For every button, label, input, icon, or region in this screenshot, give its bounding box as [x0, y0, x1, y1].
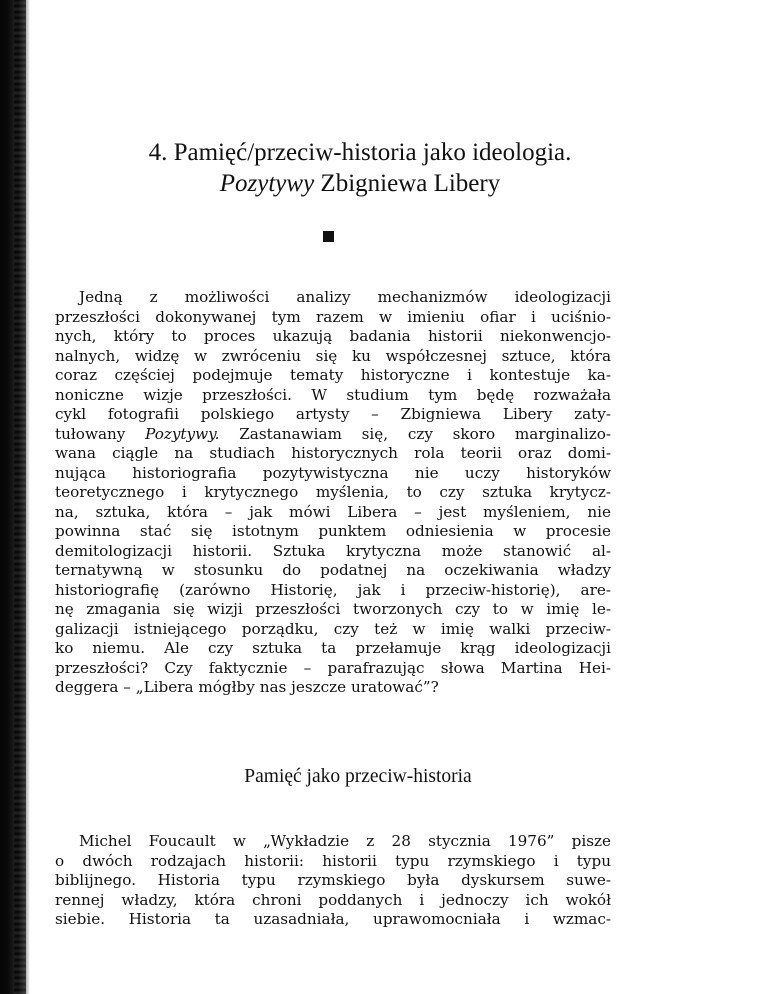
paragraph-line: nująca historiografia pozytywistyczna nie uczy historyków — [55, 463, 611, 482]
paragraph-line: na, sztuka, która – jak mówi Libera – jest myśleniem, nie — [55, 502, 611, 521]
paragraph-line: teoretycznego i krytycznego myślenia, to czy sztuka krytycz- — [55, 483, 611, 501]
chapter-title — [80, 137, 640, 199]
paragraph-line: nę zmagania się wizji przeszłości tworzonych czy to w imię le- — [55, 600, 611, 618]
paragraph-2 — [55, 832, 611, 930]
paragraph-line: przeszłości? Czy faktycznie – parafrazując słowa Martina Hei- — [55, 658, 611, 677]
chapter-title-italic: Pozytywy — [219, 170, 315, 197]
paragraph-line-rest: Zastanawiam się, czy skoro marginalizo- — [219, 424, 611, 443]
scan-binding-edge — [0, 0, 30, 994]
paragraph-line: deggera – „Libera mógłby nas jeszcze uratować”? — [55, 678, 439, 696]
paragraph-line: Jedną z możliwości analizy mechanizmów ideologizacji — [79, 288, 611, 306]
paragraph-line: nalnych, widzę w zwróceniu się ku współczesnej sztuce, która — [55, 346, 611, 365]
paragraph-line: galizacji istniejącego porządku, czy też w imię walki przeciw- — [55, 619, 611, 638]
paragraph-line: cykl fotografii polskiego artysty – Zbigniewa Libery zaty- — [55, 405, 611, 423]
paragraph-line-mixed — [55, 425, 611, 445]
italic-title-pozytywy: Pozytywy. — [145, 424, 220, 443]
paragraph-line: siebie. Historia ta uzasadniała, uprawomocniała i wzmac- — [55, 910, 611, 928]
paragraph-line: ternatywną w stosunku do podatnej na oczekiwania władzy — [55, 561, 611, 579]
section-ornament-square — [323, 231, 334, 242]
paragraph-line: powinna stać się istotnym punktem odniesienia w procesie — [55, 522, 611, 540]
paragraph-line: coraz częściej podejmuje tematy historyczne i kontestuje ka- — [55, 366, 611, 384]
paragraph-line-start: tułowany — [55, 424, 146, 443]
paragraph-line: rennej władzy, która chroni poddanych i jednoczy ich wokół — [55, 890, 611, 909]
section-heading: Pamięć jako przeciw-historia — [244, 766, 472, 787]
paragraph-line: nych, który to proces ukazują badania historii niekonwencjo- — [55, 327, 611, 345]
paragraph-line: o dwóch rodzajach historii: historii typu rzymskiego i typu — [55, 851, 611, 870]
paragraph-1 — [55, 288, 611, 698]
chapter-title-line-2 — [80, 168, 640, 199]
chapter-title-line-1: 4. Pamięć/przeciw-historia jako ideologia. — [148, 139, 572, 166]
paragraph-line: ko niemu. Ale czy sztuka ta przełamuje krąg ideologizacji — [55, 639, 611, 657]
paragraph-line: wana ciągle na studiach historycznych rola teorii oraz domi- — [55, 444, 611, 462]
paragraph-line: historiografię (zarówno Historię, jak i przeciw-historię), are- — [55, 580, 611, 599]
paragraph-line: demitologizacji historii. Sztuka krytyczna może stanowić al- — [55, 541, 611, 560]
chapter-title-rest: Zbigniewa Libery — [314, 170, 501, 197]
paragraph-line: przeszłości dokonywanej tym razem w imieniu ofiar i uciśnio- — [55, 307, 611, 326]
paragraph-line: noniczne wizje przeszłości. W studium tym będę rozważała — [55, 385, 611, 404]
paragraph-line: Michel Foucault w „Wykładzie z 28 stycznia 1976” pisze — [79, 832, 611, 850]
paragraph-line: biblijnego. Historia typu rzymskiego była dyskursem suwe- — [55, 871, 611, 889]
